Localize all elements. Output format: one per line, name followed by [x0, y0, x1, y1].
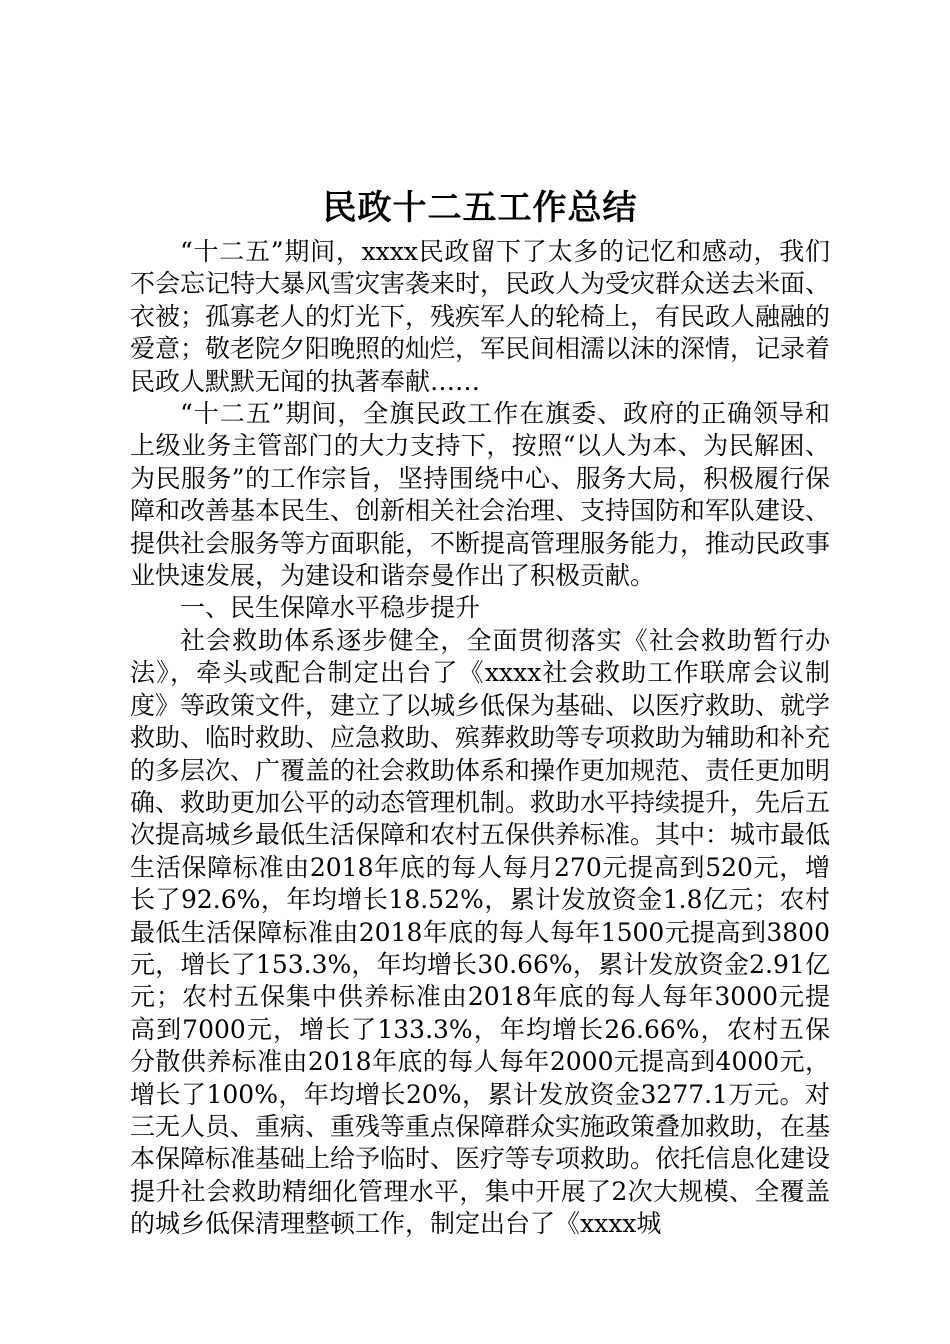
section-heading: 一、民生保障水平稳步提升 [180, 593, 481, 623]
paragraph-intro: “十二五”期间，xxxx民政留下了太多的记忆和感动，我们不会忘记特大暴风雪灾害袭来时，民政人为受灾群众送去米面、衣被；孤寡老人的灯光下，残疾军人的轮椅上，有民政人融融的爱意；敬老院夕阳晚照的灿烂，军民间相濡以沫的深情，记录着民政人默默无闻的执著奉献…… [130, 237, 831, 396]
paragraph-social-assistance: 社会救助体系逐步健全，全面贯彻落实《社会救助暂行办法》，牵头或配合制定出台了《xxxx社会救助工作联席会议制度》等政策文件，建立了以城乡低保为基础、以医疗救助、就学救助、临时救助、应急救助、殡葬救助等专项救助为辅助和补充的多层次、广覆盖的社会救助体系和操作更加规范、责任更加明确、救助更加公平的动态管理机制。救助水平持续提升，先后五次提高城乡最低生活保障和农村五保供养标准。其中：城市最低生活保障标准由2018年底的每人每月270元提高到520元，增长了92.6%，年均增长18.52%，累计发放资金1.8亿元；农村最低生活保障标准由2018年底的每人每年1500元提高到3800元，增长了153.3%，年均增长30.66%，累计发放资金2.91亿元；农村五保集中供养标准由2018年底的每人每年3000元提高到7000元，增长了133.3%，年均增长26.66%，农村五保分散供养标准由2018年底的每人每年2000元提高到4000元，增长了100%，年均增长20%，累计发放资金3277.1万元。对三无人员、重病、重残等重点保障群众实施政策叠加救助，在基本保障标准基础上给予临时、医疗等专项救助。依托信息化建设提升社会救助精细化管理水平，集中开展了2次大规模、全覆盖的城乡低保清理整顿工作，制定出台了《xxxx城 [130, 625, 831, 1239]
document-title: 民政十二五工作总结 [322, 188, 638, 228]
document-page [130, 180, 830, 1241]
paragraph-overview: “十二五”期间，全旗民政工作在旗委、政府的正确领导和上级业务主管部门的大力支持下，按照“以人为本、为民解困、为民服务”的工作宗旨，坚持围绕中心、服务大局，积极履行保障和改善基本民生、创新相关社会治理、支持国防和军队建设、提供社会服务等方面职能，不断提高管理服务能力，推动民政事业快速发展，为建设和谐奈曼作出了积极贡献。 [130, 399, 831, 591]
